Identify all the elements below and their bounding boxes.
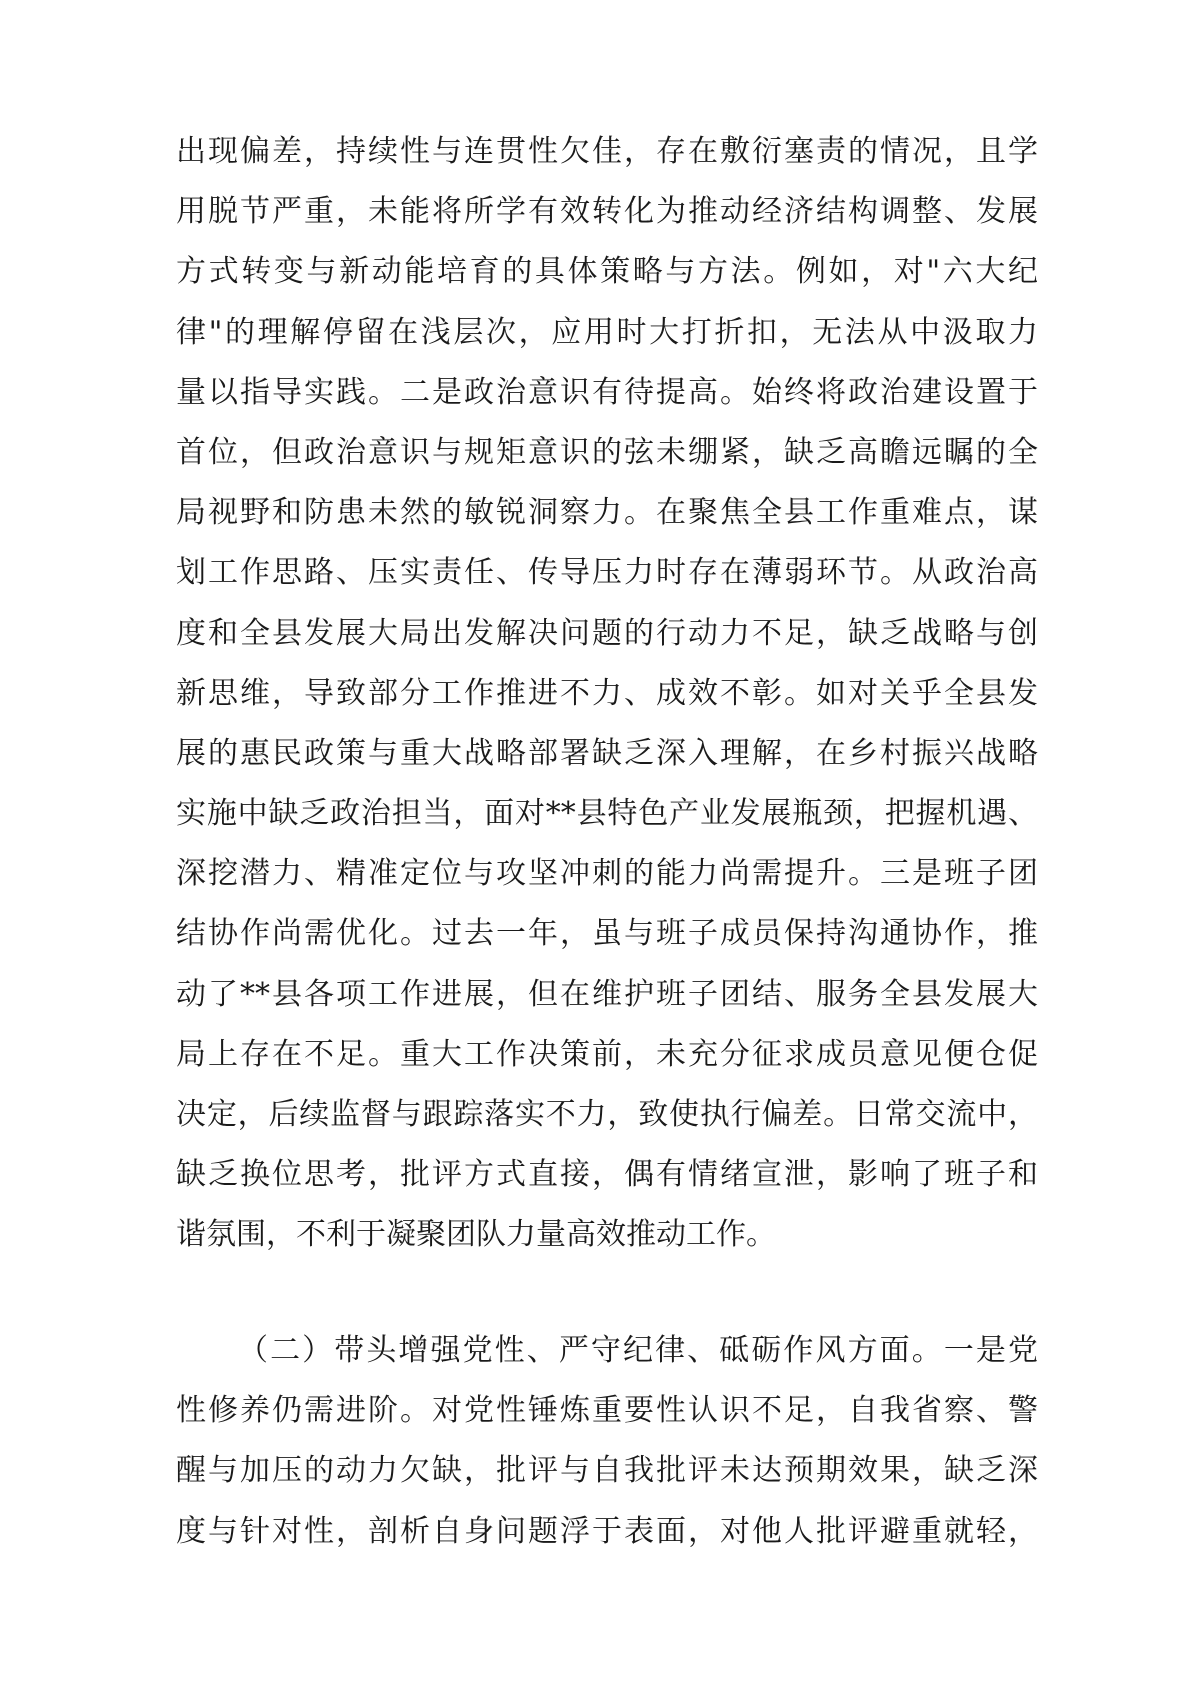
text-line: 律"的理解停留在浅层次，应用时大打折扣，无法从中汲取力 xyxy=(176,314,1038,350)
section-heading-line: （二）带头增强党性、严守纪律、砥砺作风方面。一是党 xyxy=(238,1333,1038,1368)
text-line: 结协作尚需优化。过去一年，虽与班子成员保持沟通协作，推 xyxy=(176,916,1038,952)
text-line: 局视野和防患未然的敏锐洞察力。在聚焦全县工作重难点，谋 xyxy=(176,495,1038,531)
text-line: 深挖潜力、精准定位与攻坚冲刺的能力尚需提升。三是班子团 xyxy=(176,856,1038,892)
text-line: 首位，但政治意识与规矩意识的弦未绷紧，缺乏高瞻远瞩的全 xyxy=(176,434,1038,470)
text-line: 出现偏差，持续性与连贯性欠佳，存在敷衍塞责的情况，且学 xyxy=(176,134,1038,169)
text-line: 展的惠民政策与重大战略部署缺乏深入理解，在乡村振兴战略 xyxy=(176,735,1038,771)
text-line: 决定，后续监督与跟踪落实不力，致使执行偏差。日常交流中， xyxy=(176,1097,1038,1132)
text-line: 度与针对性，剖析自身问题浮于表面，对他人批评避重就轻， xyxy=(176,1513,1038,1549)
text-line: 新思维，导致部分工作推进不力、成效不彰。如对关乎全县发 xyxy=(176,675,1038,711)
paragraph-1 xyxy=(176,122,1038,1266)
text-line: 度和全县发展大局出发解决问题的行动力不足，缺乏战略与创 xyxy=(176,615,1038,651)
text-line: 缺乏换位思考，批评方式直接，偶有情绪宣泄，影响了班子和 xyxy=(176,1157,1038,1193)
text-line: 醒与加压的动力欠缺，批评与自我批评未达预期效果，缺乏深 xyxy=(176,1453,1038,1489)
text-line: 谐氛围，不利于凝聚团队力量高效推动工作。 xyxy=(176,1217,776,1253)
text-line: 划工作思路、压实责任、传导压力时存在薄弱环节。从政治高 xyxy=(176,555,1038,591)
text-line: 用脱节严重，未能将所学有效转化为推动经济结构调整、发展 xyxy=(176,194,1038,230)
text-line: 实施中缺乏政治担当，面对**县特色产业发展瓶颈，把握机遇、 xyxy=(176,796,1038,832)
text-line: 局上存在不足。重大工作决策前，未充分征求成员意见便仓促 xyxy=(176,1036,1038,1072)
text-line: 性修养仍需进阶。对党性锤炼重要性认识不足，自我省察、警 xyxy=(176,1393,1038,1429)
text-line: 方式转变与新动能培育的具体策略与方法。例如，对"六大纪 xyxy=(176,254,1038,290)
paragraph-2 xyxy=(176,1321,1038,1562)
text-line: 量以指导实践。二是政治意识有待提高。始终将政治建设置于 xyxy=(176,374,1038,410)
text-line: 动了**县各项工作进展，但在维护班子团结、服务全县发展大 xyxy=(176,976,1038,1012)
